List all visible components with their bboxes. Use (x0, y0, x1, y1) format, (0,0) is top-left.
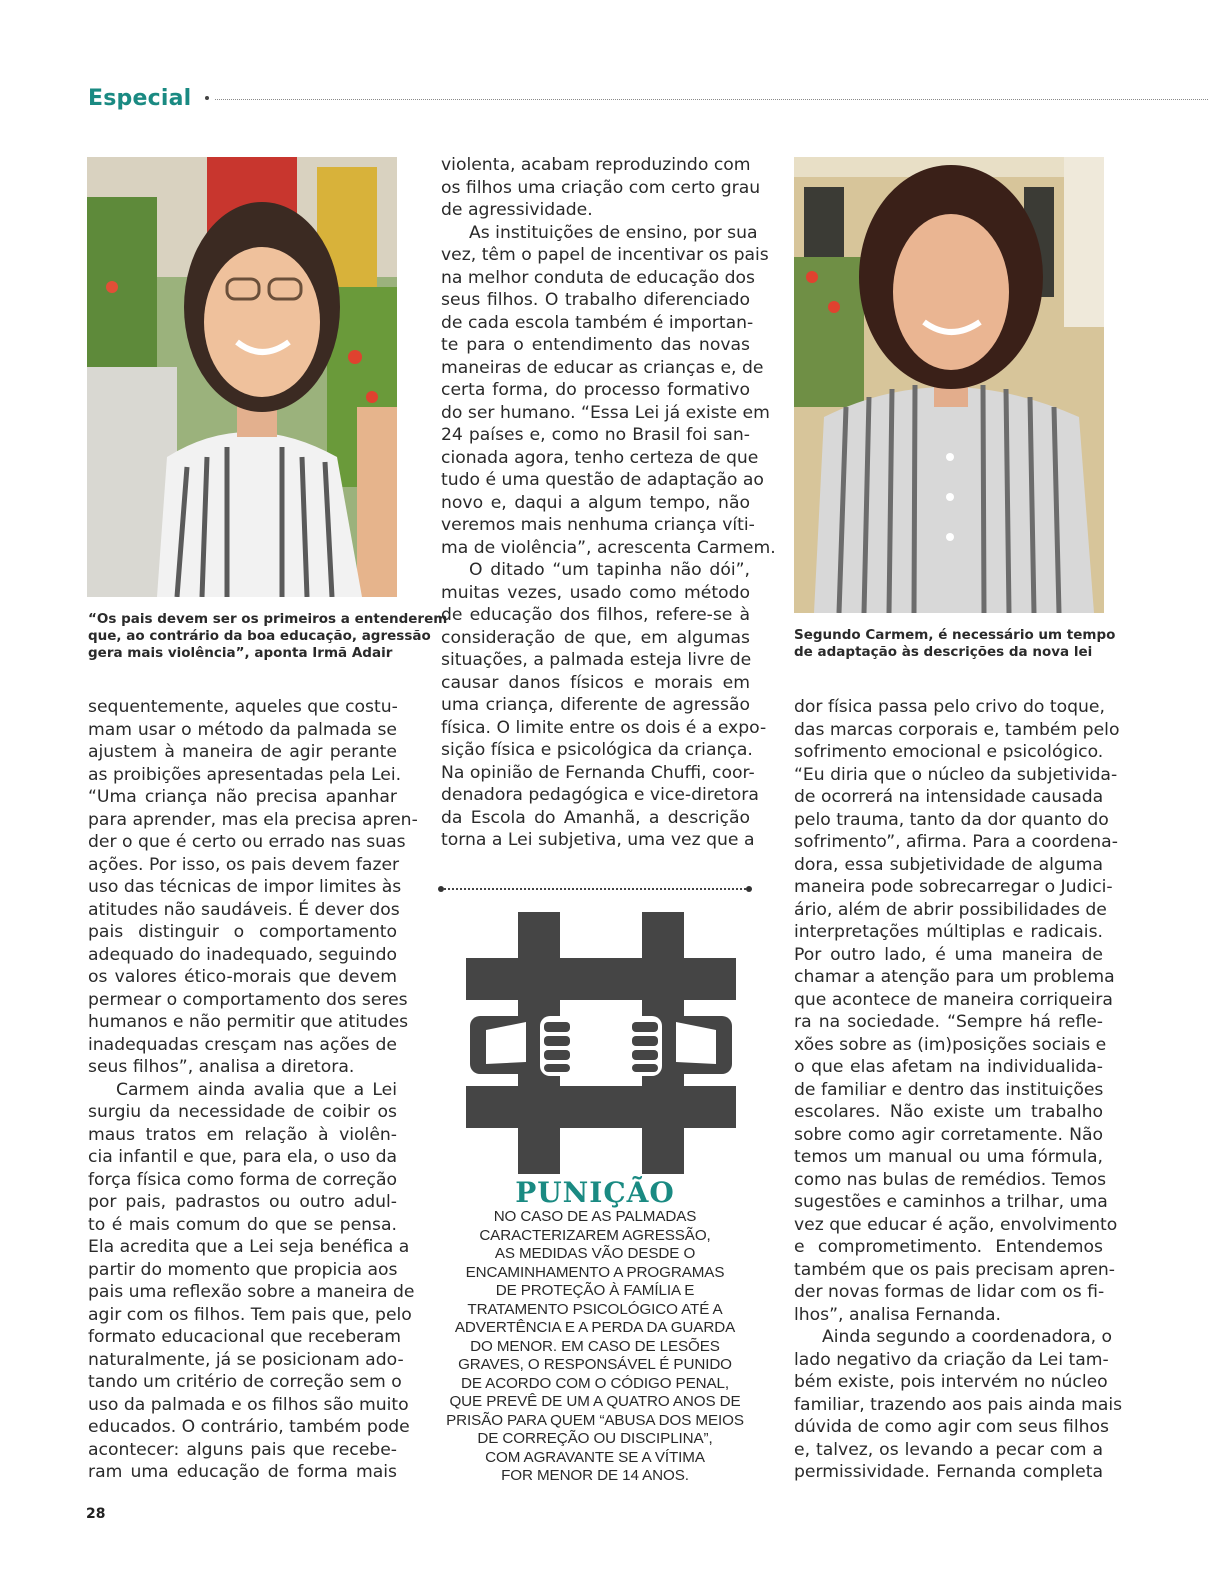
text-line: ma de violência”, acrescenta Carmem. (441, 537, 776, 558)
text-line: partir do momento que propicia aos (88, 1259, 398, 1280)
text-line: e comprometimento. Entendemos (794, 1237, 1103, 1257)
text-line: adequado do inadequado, seguindo (88, 944, 397, 965)
text-line: atitudes não saudáveis. É dever dos (88, 899, 400, 920)
text-line: surgiu da necessidade de coibir os (88, 1102, 397, 1122)
caption-line: que, ao contrário da boa educação, agressão (88, 628, 431, 644)
text-line: situações, a palmada esteja livre de (441, 650, 752, 670)
text-line: ram uma educação de forma mais (88, 1462, 397, 1482)
text-line: formato educacional que receberam (88, 1327, 402, 1347)
text-line: agir com os filhos. Tem pais que, pelo (88, 1304, 412, 1325)
text-line: sição física e psicológica da criança. (441, 740, 753, 760)
text-line: Ela acredita que a Lei seja benéfica a (88, 1237, 410, 1257)
text-line: dor física passa pelo crivo do toque, (794, 697, 1105, 717)
box-line: PRISÃO PARA QUEM “ABUSA DOS MEIOS (446, 1411, 744, 1429)
text-line: Ainda segundo a coordenadora, o (822, 1327, 1113, 1347)
text-line: maneiras de educar as crianças e, de (441, 357, 764, 378)
text-line: também que os pais precisam apren- (794, 1259, 1116, 1280)
text-line: ário, além de abrir possibilidades de (794, 899, 1107, 920)
section-header (88, 82, 1208, 114)
text-line: da Escola do Amanhã, a descrição (441, 807, 750, 828)
text-line: to é mais comum do que se pensa. (88, 1214, 397, 1235)
text-line: tando um critério de correção sem o (88, 1372, 402, 1392)
box-line: DE ACORDO COM O CÓDIGO PENAL, (461, 1374, 729, 1392)
text-line: xões sobre as (im)posições sociais e (794, 1034, 1107, 1055)
text-line: der novas formas de lidar com os fi- (794, 1282, 1105, 1302)
text-line: mam usar o método da palmada se (88, 719, 397, 740)
text-line: as proibições apresentadas pela Lei. (88, 764, 402, 785)
section-title: Especial (88, 85, 192, 111)
box-body (430, 1208, 760, 1486)
text-line: de familiar e dentro das instituições (794, 1079, 1104, 1100)
text-line: 24 países e, como no Brasil foi san- (441, 425, 750, 445)
text-line: ações. Por isso, os pais devem fazer (88, 854, 400, 875)
text-line: denadora pedagógica e vice-diretora (441, 785, 759, 805)
text-line: consideração de que, em algumas (441, 627, 750, 648)
text-line: temos um manual ou uma fórmula, (794, 1147, 1103, 1167)
photo-irma-adair (87, 157, 397, 597)
text-line: lado negativo da criação da Lei tam- (794, 1349, 1109, 1370)
text-line: acontecer: alguns pais que recebe- (88, 1439, 397, 1460)
text-line: das marcas corporais e, também pelo (794, 719, 1120, 740)
text-line: chamar a atenção para um problema (794, 967, 1115, 987)
text-line: Na opinião de Fernanda Chuffi, coor- (441, 762, 755, 783)
text-line: der o que é certo ou errado nas suas (88, 832, 406, 852)
caption-line: “Os pais devem ser os primeiros a entenderem (88, 611, 448, 627)
text-line: maneira pode sobrecarregar o Judici- (794, 877, 1113, 897)
text-line: As instituições de ensino, por sua (469, 222, 758, 243)
text-line: violenta, acabam reproduzindo com (441, 155, 751, 175)
text-line: seus filhos”, analisa a diretora. (88, 1057, 355, 1077)
text-line: de cada escola também é importan- (441, 312, 754, 333)
text-line: por pais, padrastos ou outro adul- (88, 1192, 397, 1212)
handshake-hashtag-icon (466, 912, 736, 1174)
text-line: ra na sociedade. “Sempre há refle- (794, 1012, 1103, 1032)
box-line: COM AGRAVANTE SE A VÍTIMA (485, 1448, 705, 1466)
article-column-right (794, 696, 1123, 1484)
text-line: Por outro lado, é uma maneira de (794, 944, 1103, 965)
text-line: lhos”, analisa Fernanda. (794, 1304, 1001, 1325)
text-line: permear o comportamento dos seres (88, 989, 408, 1010)
text-line: humanos e não permitir que atitudes (88, 1012, 409, 1032)
text-line: física. O limite entre os dois é a expo- (441, 717, 767, 738)
text-line: maus tratos em relação à violên- (88, 1124, 397, 1145)
text-line: uma criança, diferente de agressão (441, 695, 750, 715)
caption-line: Segundo Carmem, é necessário um tempo (794, 627, 1116, 643)
text-line: “Uma criança não precisa apanhar (88, 787, 397, 807)
text-line: seus filhos. O trabalho diferenciado (441, 290, 750, 310)
text-line: interpretações múltiplas e radicais. (794, 922, 1103, 942)
text-line: e, talvez, os levando a pecar com a (794, 1439, 1103, 1460)
text-line: bém existe, pois intervém no núcleo (794, 1372, 1108, 1392)
article-column-left (88, 696, 418, 1484)
text-line: uso da palmada e os filhos são muito (88, 1394, 409, 1415)
text-line: tudo é uma questão de adaptação ao (441, 470, 764, 490)
text-line: novo e, daqui a algum tempo, não (441, 492, 750, 513)
box-line: DE PROTEÇÃO À FAMÍLIA E (495, 1282, 695, 1299)
box-title: PUNIÇÃO (515, 1176, 675, 1209)
photo-carmem (794, 157, 1104, 613)
text-line: causar danos físicos e morais em (441, 672, 750, 693)
caption-line: de adaptação às descrições da nova lei (794, 644, 1093, 660)
box-line: TRATAMENTO PSICOLÓGICO ATÉ A (467, 1300, 723, 1318)
header-bullet (205, 96, 209, 100)
text-line: vez que educar é ação, envolvimento (794, 1214, 1118, 1235)
text-line: pais distinguir o comportamento (88, 922, 397, 942)
box-line: CARACTERIZAREM AGRESSÃO, (479, 1226, 711, 1244)
text-line: te para o entendimento das novas (441, 335, 750, 355)
text-line: força física como forma de correção (88, 1169, 397, 1190)
text-line: sequentemente, aqueles que costu- (88, 697, 398, 717)
text-line: os valores ético-morais que devem (88, 967, 397, 987)
text-line: pais uma reflexão sobre a maneira de (88, 1282, 415, 1302)
text-line: de agressividade. (441, 200, 593, 220)
text-line: na melhor conduta de educação dos (441, 267, 755, 288)
text-line: naturalmente, já se posicionam ado- (88, 1349, 404, 1370)
text-line: para aprender, mas ela precisa apren- (88, 809, 418, 830)
text-line: como nas bulas de remédios. Temos (794, 1169, 1107, 1190)
text-line: dúvida de como agir com seus filhos (794, 1417, 1110, 1437)
box-line: ENCAMINHAMENTO A PROGRAMAS (465, 1263, 725, 1281)
text-line: sofrimento”, afirma. Para a coordena- (794, 832, 1118, 852)
text-line: cia infantil e que, para ela, o uso da (88, 1147, 398, 1167)
box-dotted-rule (440, 888, 750, 890)
box-line: QUE PREVÊ DE UM A QUATRO ANOS DE (449, 1393, 741, 1410)
text-line: o que elas afetam na individualida- (794, 1057, 1103, 1077)
text-line: “Eu diria que o núcleo da subjetivida- (794, 764, 1118, 785)
text-line: os filhos uma criação com certo grau (441, 177, 761, 198)
text-line: dora, essa subjetividade de alguma (794, 854, 1103, 875)
caption-line: gera mais violência”, aponta Irmã Adair (88, 645, 393, 661)
photo-left-caption (88, 611, 447, 662)
text-line: pelo trauma, tanto da dor quanto do (794, 809, 1109, 830)
box-line: GRAVES, O RESPONSÁVEL É PUNIDO (458, 1356, 732, 1373)
box-line: DO MENOR. EM CASO DE LESÕES (470, 1337, 720, 1355)
text-line: ajustem à maneira de agir perante (88, 742, 397, 762)
box-line: DE CORREÇÃO OU DISCIPLINA”, (477, 1430, 713, 1447)
text-line: sofrimento emocional e psicológico. (794, 742, 1104, 762)
header-dotted-rule (215, 99, 1208, 100)
text-line: cionada agora, tenho certeza de que (441, 447, 759, 468)
text-line: inadequadas cresçam nas ações de (88, 1034, 397, 1055)
text-line: O ditado “um tapinha não dói”, (469, 560, 750, 580)
article-column-middle (441, 154, 776, 852)
text-line: vez, têm o papel de incentivar os pais (441, 245, 769, 265)
box-line: NO CASO DE AS PALMADAS (493, 1208, 697, 1225)
text-line: de ocorrerá na intensidade causada (794, 787, 1104, 807)
text-line: escolares. Não existe um trabalho (794, 1102, 1103, 1122)
box-line: AS MEDIDAS VÃO DESDE O (494, 1245, 696, 1262)
box-line: FOR MENOR DE 14 ANOS. (501, 1467, 689, 1484)
text-line: torna a Lei subjetiva, uma vez que a (441, 830, 755, 850)
text-line: certa forma, do processo formativo (441, 380, 750, 400)
text-line: veremos mais nenhuma criança víti- (441, 515, 755, 535)
box-line: ADVERTÊNCIA E A PERDA DA GUARDA (454, 1319, 736, 1336)
text-line: sugestões e caminhos a trilhar, uma (794, 1192, 1108, 1212)
text-line: Carmem ainda avalia que a Lei (116, 1079, 397, 1100)
text-line: familiar, trazendo aos pais ainda mais (794, 1394, 1123, 1415)
text-line: educados. O contrário, também pode (88, 1417, 410, 1437)
text-line: sobre como agir corretamente. Não (794, 1124, 1103, 1145)
text-line: uso das técnicas de impor limites às (88, 877, 402, 897)
text-line: permissividade. Fernanda completa (794, 1462, 1103, 1482)
text-line: do ser humano. “Essa Lei já existe em (441, 402, 770, 423)
text-line: muitas vezes, usado como método (441, 582, 750, 603)
photo-right-caption (794, 627, 1115, 661)
text-line: que acontece de maneira corriqueira (794, 989, 1113, 1010)
page-number: 28 (86, 1506, 106, 1522)
text-line: de educação dos filhos, refere-se à (441, 605, 750, 625)
